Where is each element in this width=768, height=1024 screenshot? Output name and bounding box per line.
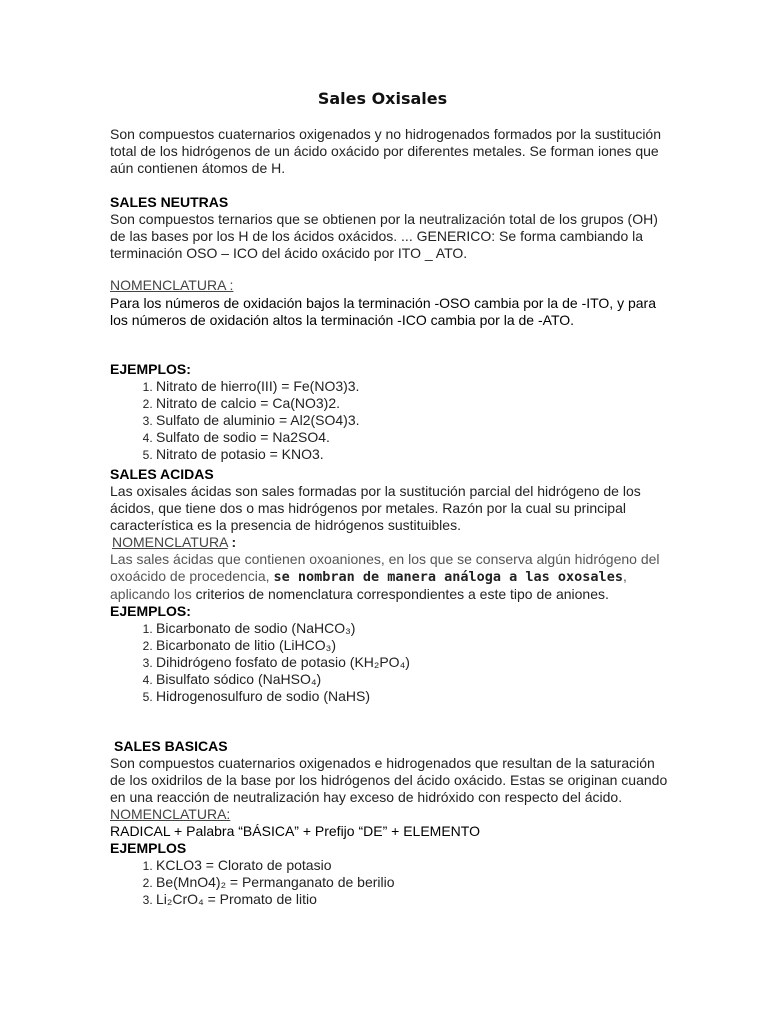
list-item: 5. Hidrogenosulfuro de sodio (NaHS) [156,688,670,705]
heading-sales-neutras: SALES NEUTRAS [110,194,229,210]
list-item: 2. Nitrato de calcio = Ca(NO3)2. [156,395,670,412]
section-sales-acidas [110,466,670,705]
basicas-ej-label: EJEMPLOS [110,840,187,856]
list-item: 2. Bicarbonato de litio (LiHCO₃) [156,637,670,654]
list-item: 2. Be(MnO4)₂ = Permanganato de berilio [156,874,670,891]
acidas-nom-label: NOMENCLATURA [112,534,228,550]
list-item: 1. Bicarbonato de sodio (NaHCO₃) [156,620,670,637]
neutras-nom-text: Para los números de oxidación bajos la terminación -OSO cambia por la de -ITO, y para los números de oxidación altos la terminación -ICO cambia por la de -ATO. [110,295,656,328]
acidas-ej-label: EJEMPLOS: [110,603,191,619]
list-item: 3. Sulfato de aluminio = Al2(SO4)3. [156,412,670,429]
list-item: 4. Bisulfato sódico (NaHSO₄) [156,671,670,688]
list-item: 1. Nitrato de hierro(III) = Fe(NO3)3. [156,378,670,395]
acidas-nom-colon: : [231,534,237,550]
acidas-nom-text-bold: se nombran de manera análoga a las oxosales [273,569,623,585]
neutras-ej-label: EJEMPLOS: [110,361,191,377]
acidas-nom-line [110,534,670,551]
acidas-nom-text-b: , aplicando los [110,568,627,602]
intro-text: Son compuestos cuaternarios oxigenados y no hidrogenados formados por la sustitución total de los hidrógenos de un ácido oxácido por diferentes metales. Se forman iones que aún contienen átomos de H. [110,126,661,176]
acidas-nom-text-c: criterios de nomenclatura correspondientes a este tipo de aniones. [195,586,609,602]
neutras-text: Son compuestos ternarios que se obtienen por la neutralización total de los grupos (OH) de las bases por los H de los ácidos oxácidos. ... GENERICO: Se forma cambiando la terminación OSO – ICO del ácido oxácido por ITO _ ATO. [110,211,658,261]
acidas-example-list [110,620,670,705]
heading-sales-basicas: SALES BASICAS [114,738,228,754]
basicas-example-list [110,857,670,908]
section-sales-basicas [110,738,670,908]
neutras-nom-label: NOMENCLATURA : [110,277,234,293]
acidas-nom-text [110,551,670,603]
intro-paragraph [110,126,670,177]
list-item: 5. Nitrato de potasio = KNO3. [156,446,670,463]
document-title: Sales Oxisales [317,89,448,108]
acidas-text: Las oxisales ácidas son sales formadas por la sustitución parcial del hidrógeno de los ácidos, que tiene dos o mas hidrógenos por metales. Razón por la cual su principal característica es la presencia de hidrógenos sustituibles. [110,483,641,533]
list-item: 1. KCLO3 = Clorato de potasio [156,857,670,874]
neutras-example-list [110,378,670,463]
basicas-nom-label: NOMENCLATURA: [110,806,231,822]
list-item: 3. Li₂CrO₄ = Promato de litio [156,891,670,908]
neutras-ejemplos [110,361,670,463]
basicas-text: Son compuestos cuaternarios oxigenados e hidrogenados que resultan de la saturación de los oxidrilos de la base por los hidrógenos del ácido oxácido. Estas se originan cuando en una reacción de neutralización hay exceso de hidróxido con respecto del ácido. [110,755,668,805]
section-sales-neutras [110,194,670,262]
list-item: 3. Dihidrógeno fosfato de potasio (KH₂PO₄) [156,654,670,671]
neutras-nomenclatura [110,277,670,329]
basicas-nom-text: RADICAL + Palabra “BÁSICA” + Prefijo “DE” + ELEMENTO [110,823,480,839]
heading-sales-acidas: SALES ACIDAS [110,466,214,482]
acidas-nom-text-a: Las sales ácidas que contienen oxoaniones, en los que se conserva algún hidrógeno del oxoácido de procedencia, [110,551,660,584]
list-item: 4. Sulfato de sodio = Na2SO4. [156,429,670,446]
